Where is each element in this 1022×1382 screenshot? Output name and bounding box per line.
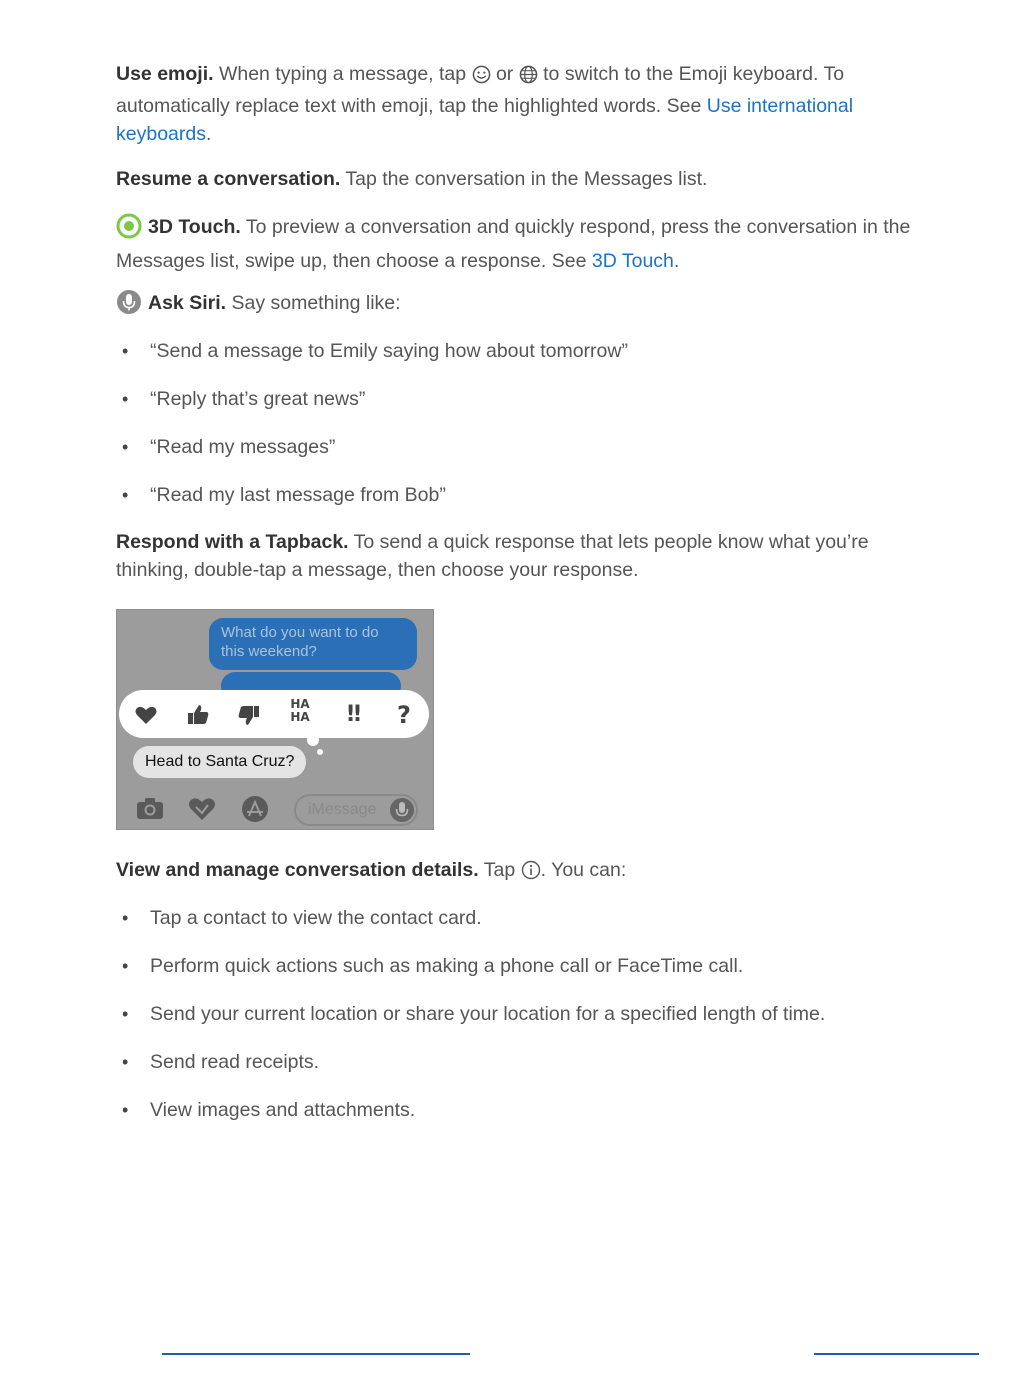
question-icon[interactable]: ? — [397, 701, 411, 729]
imessage-input[interactable]: iMessage — [294, 794, 418, 826]
info-icon — [521, 860, 541, 888]
siri-paragraph: Ask Siri. Say something like: — [116, 289, 916, 323]
exclamation-icon[interactable]: ‼ — [347, 702, 361, 727]
heart-hand-icon[interactable] — [187, 795, 217, 830]
tapback-menu[interactable] — [119, 690, 429, 738]
resume-paragraph: Resume a conversation. Tap the conversation in the Messages list. — [116, 168, 708, 190]
messages-screenshot — [116, 609, 434, 830]
emoji-face-icon — [472, 64, 491, 92]
emoji-title: Use emoji. — [116, 63, 214, 85]
tapback-paragraph: Respond with a Tapback. To send a quick response that lets people know what you’re thinking, double-tap a message, then choose your response. — [116, 531, 869, 581]
3d-touch-icon — [116, 213, 142, 247]
footer-divider-left — [162, 1353, 470, 1355]
tapback-tail-small — [317, 749, 323, 755]
microphone-icon[interactable] — [390, 798, 414, 822]
siri-title: Ask Siri. — [148, 292, 227, 314]
received-message-bubble[interactable]: Head to Santa Cruz? — [133, 746, 306, 778]
thumbs-up-icon[interactable] — [185, 702, 211, 728]
sent-message-bubble: What do you want to do this weekend? — [209, 618, 417, 670]
3d-touch-link[interactable]: 3D Touch — [591, 250, 674, 272]
details-title: View and manage conversation details. — [116, 859, 479, 881]
heart-icon[interactable] — [133, 702, 159, 728]
tapback-tail — [307, 734, 319, 746]
siri-mic-icon — [116, 289, 142, 323]
details-paragraph: View and manage conversation details. Tap . You can: — [116, 856, 916, 888]
haha-icon[interactable]: HA HA — [290, 697, 310, 724]
resume-title: Resume a conversation. — [116, 168, 341, 190]
3d-touch-paragraph: 3D Touch. To preview a conversation and quickly respond, press the conversation in the Messages list, swipe up, then choose a response. See 3D Touch. — [116, 213, 916, 275]
thumbs-down-icon[interactable] — [236, 702, 262, 728]
camera-icon[interactable] — [135, 795, 165, 829]
app-store-icon[interactable] — [239, 795, 271, 830]
globe-icon — [519, 64, 538, 92]
tapback-title: Respond with a Tapback. — [116, 531, 349, 553]
3d-touch-title: 3D Touch. — [148, 216, 241, 238]
emoji-paragraph: Use emoji. When typing a message, tap or to switch to the Emoji keyboard. To automatically replace text with emoji, tap the highlighted words. See Use international keyboards. — [116, 63, 854, 145]
use-international-keyboards-link[interactable]: Use international keyboards — [116, 95, 854, 145]
footer-divider-right — [814, 1353, 979, 1355]
